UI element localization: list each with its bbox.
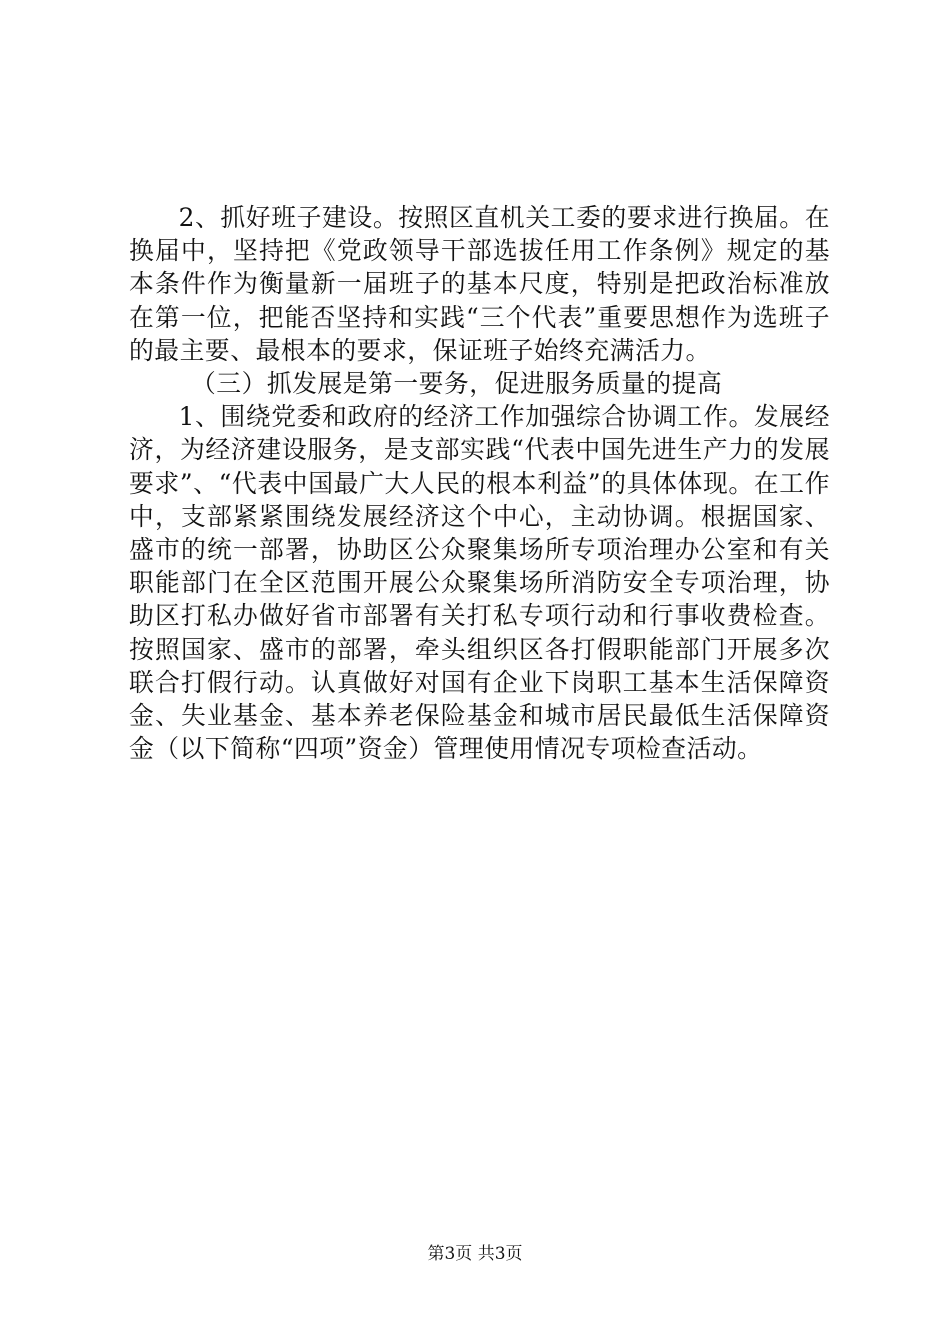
paragraph-economic-coordination: 1、围绕党委和政府的经济工作加强综合协调工作。发展经济，为经济建设服务，是支部实践“代表中国先进生产力的发展要求”、“代表中国最广大人民的根本利益”的具体体现。在工作中，支部紧紧围绕发展经济这个中心，主动协调。根据国家、盛市的统一部署，协助区公众聚集场所专项治理办公室和有关职能部门在全区范围开展公众聚集场所消防安全专项治理，协助区打私办做好省市部署有关打私专项行动和行事收费检查。按照国家、盛市的部署，牵头组织区各打假职能部门开展多次联合打假行动。认真做好对国有企业下岗职工基本生活保障资金、失业基金、基本养老保险基金和城市居民最低生活保障资金（以下简称“四项”资金）管理使用情况专项检查活动。 xyxy=(129,402,830,764)
section-heading: （三）抓发展是第一要务，促进服务质量的提高 xyxy=(191,369,723,399)
document-body xyxy=(129,201,830,765)
paragraph-team-building: 2、抓好班子建设。按照区直机关工委的要求进行换届。在换届中，坚持把《党政领导干部选拔任用工作条例》规定的基本条件作为衡量新一届班子的基本尺度，特别是把政治标准放在第一位，把能否坚持和实践“三个代表”重要思想作为选班子的最主要、最根本的要求，保证班子始终充满活力。 xyxy=(129,203,830,365)
page-number-footer: 第3页 共3页 xyxy=(427,1244,523,1264)
